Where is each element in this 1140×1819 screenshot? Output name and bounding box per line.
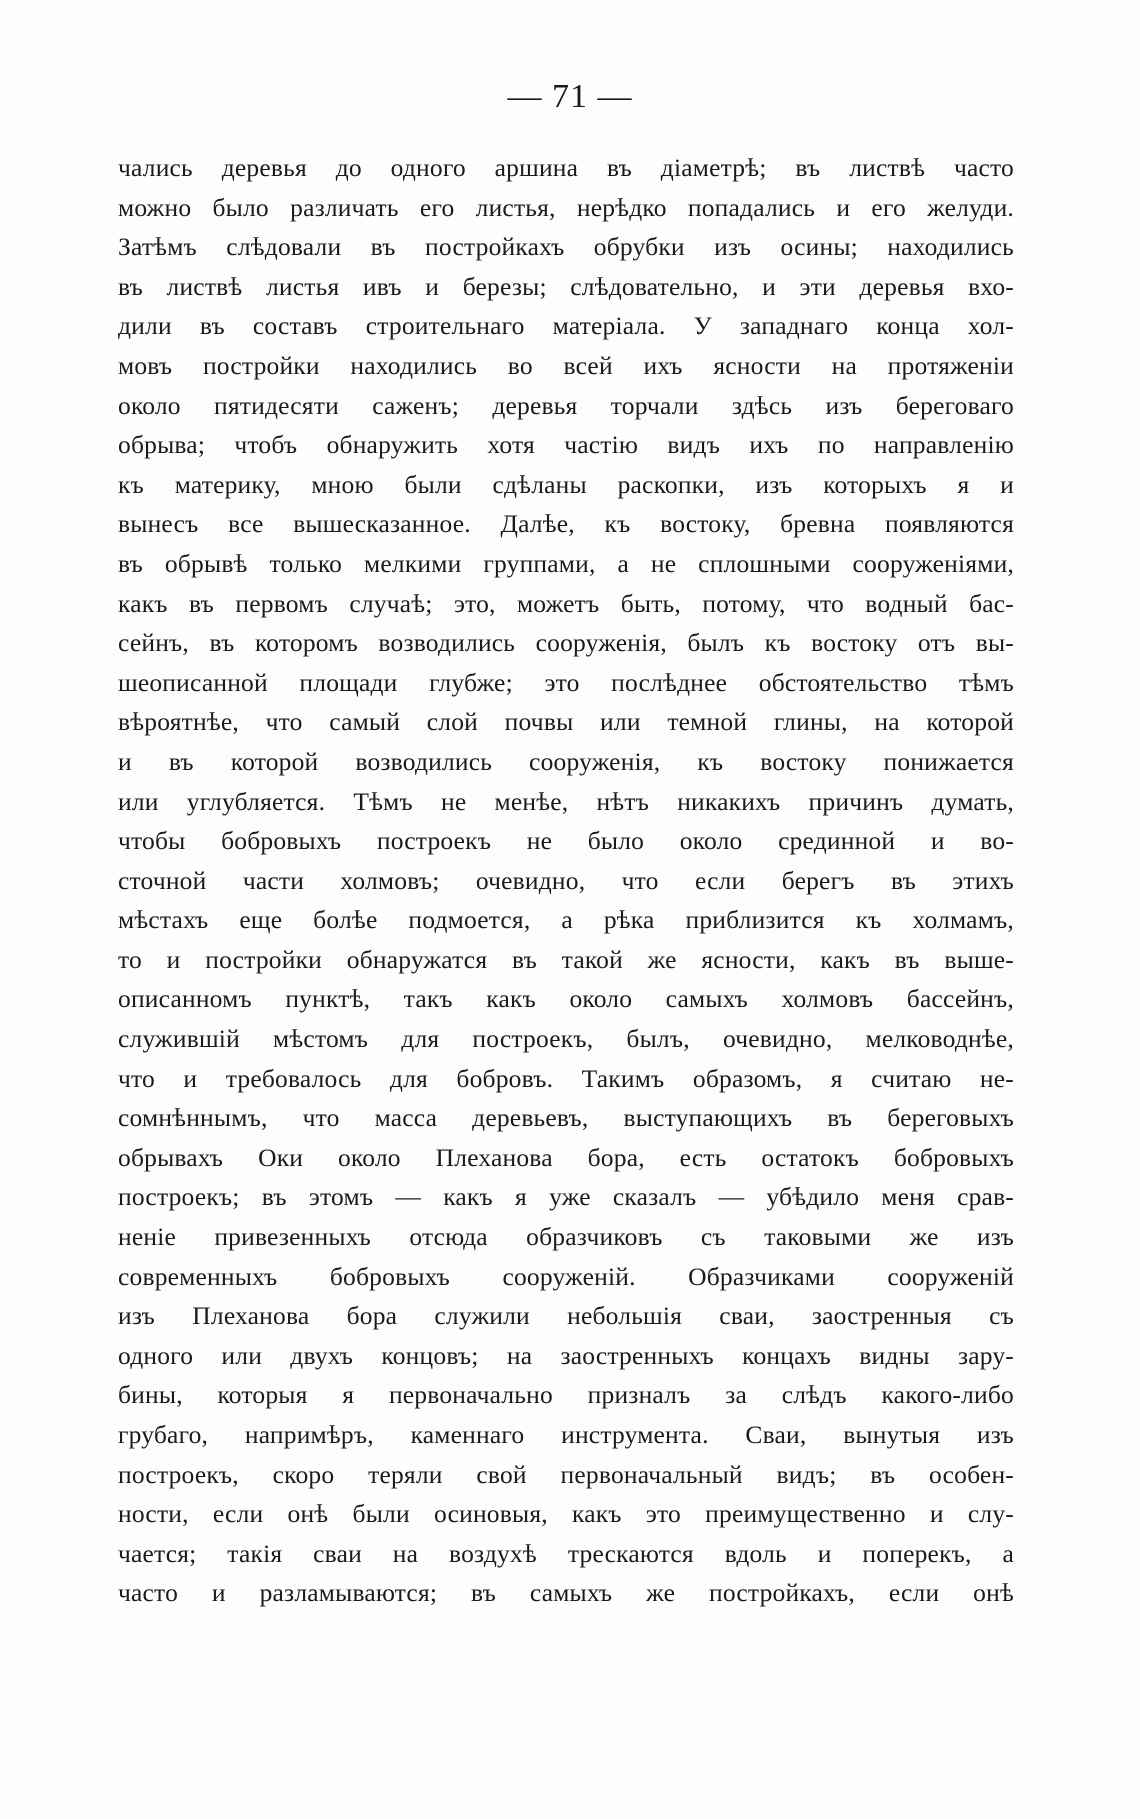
text-line: чались деревья до одного аршина въ діаметрѣ; въ листвѣ часто xyxy=(118,153,1014,182)
text-line: Затѣмъ слѣдовали въ постройкахъ обрубки изъ осины; находились xyxy=(118,232,1014,262)
text-line: грубаго, напримѣръ, каменнаго инструмента. Сваи, вынутыя изъ xyxy=(118,1420,1014,1449)
text-line: мовъ постройки находились во всей ихъ ясности на протяженіи xyxy=(118,350,1014,380)
text-line: что и требовалось для бобровъ. Такимъ образомъ, я считаю не- xyxy=(118,1063,1014,1093)
text-line: часто и разламываются; въ самыхъ же постройкахъ, если онѣ xyxy=(118,1578,1014,1608)
text-line: къ материку, мною были сдѣланы раскопки, изъ которыхъ я и xyxy=(118,469,1014,499)
text-line: обрыва; чтобъ обнаружить хотя частію видъ ихъ по направленію xyxy=(118,430,1014,460)
text-line: современныхъ бобровыхъ сооруженій. Образчиками сооруженій xyxy=(118,1261,1014,1291)
text-line: построекъ; въ этомъ — какъ я уже сказалъ — убѣдило меня срав- xyxy=(118,1182,1014,1212)
text-line: вынесъ все вышесказанное. Далѣе, къ востоку, бревна появляются xyxy=(118,509,1014,539)
text-line: дили въ составъ строительнаго матеріала. У западнаго конца хол- xyxy=(118,311,1014,341)
text-line: обрывахъ Оки около Плеханова бора, есть остатокъ бобровыхъ xyxy=(118,1142,1014,1172)
text-line: чтобы бобровыхъ построекъ не было около срединной и во- xyxy=(118,826,1014,856)
text-line: сейнъ, въ которомъ возводились сооруженія, былъ къ востоку отъ вы- xyxy=(118,628,1014,658)
text-line: одного или двухъ концовъ; на заостренныхъ концахъ видны зару- xyxy=(118,1340,1014,1370)
text-line: неніе привезенныхъ отсюда образчиковъ съ таковыми же изъ xyxy=(118,1222,1014,1252)
text-line: бины, которыя я первоначально призналъ за слѣдъ какого-либо xyxy=(118,1380,1014,1410)
text-line: сточной части холмовъ; очевидно, что если берегъ въ этихъ xyxy=(118,865,1014,895)
text-line: служившій мѣстомъ для построекъ, былъ, очевидно, мелководнѣе, xyxy=(118,1024,1014,1054)
text-line: въ листвѣ листья ивъ и березы; слѣдовательно, и эти деревья вхо- xyxy=(118,271,1014,301)
text-line: изъ Плеханова бора служили небольшія сваи, заостренныя съ xyxy=(118,1301,1014,1331)
page-number: — 71 — xyxy=(507,78,633,115)
text-line: чается; такія сваи на воздухѣ трескаются вдоль и поперекъ, а xyxy=(118,1538,1014,1568)
text-line: сомнѣннымъ, что масса деревьевъ, выступающихъ въ береговыхъ xyxy=(118,1103,1014,1133)
text-line: ности, если онѣ были осиновыя, какъ это преимущественно и слу- xyxy=(118,1499,1014,1529)
body-text xyxy=(118,148,1014,1613)
text-line: построекъ, скоро теряли свой первоначальный видъ; въ особен- xyxy=(118,1459,1014,1489)
text-line: какъ въ первомъ случаѣ; это, можетъ быть, потому, что водный бас- xyxy=(118,588,1014,618)
text-line: шеописанной площади глубже; это послѣднее обстоятельство тѣмъ xyxy=(118,667,1014,697)
text-line: около пятидесяти саженъ; деревья торчали здѣсь изъ береговаго xyxy=(118,390,1014,420)
text-line: то и постройки обнаружатся въ такой же ясности, какъ въ выше- xyxy=(118,944,1014,974)
text-line: можно было различать его листья, нерѣдко попадались и его желуди. xyxy=(118,192,1014,222)
text-line: въ обрывѣ только мелкими группами, а не сплошными сооруженіями, xyxy=(118,548,1014,578)
text-line: описанномъ пунктѣ, такъ какъ около самыхъ холмовъ бассейнъ, xyxy=(118,984,1014,1014)
text-line: и въ которой возводились сооруженія, къ востоку понижается xyxy=(118,746,1014,776)
text-line: мѣстахъ еще болѣе подмоется, а рѣка приблизится къ холмамъ, xyxy=(118,905,1014,935)
text-line: или углубляется. Тѣмъ не менѣе, нѣтъ никакихъ причинъ думать, xyxy=(118,786,1014,816)
text-line: вѣроятнѣе, что самый слой почвы или темной глины, на которой xyxy=(118,707,1014,737)
